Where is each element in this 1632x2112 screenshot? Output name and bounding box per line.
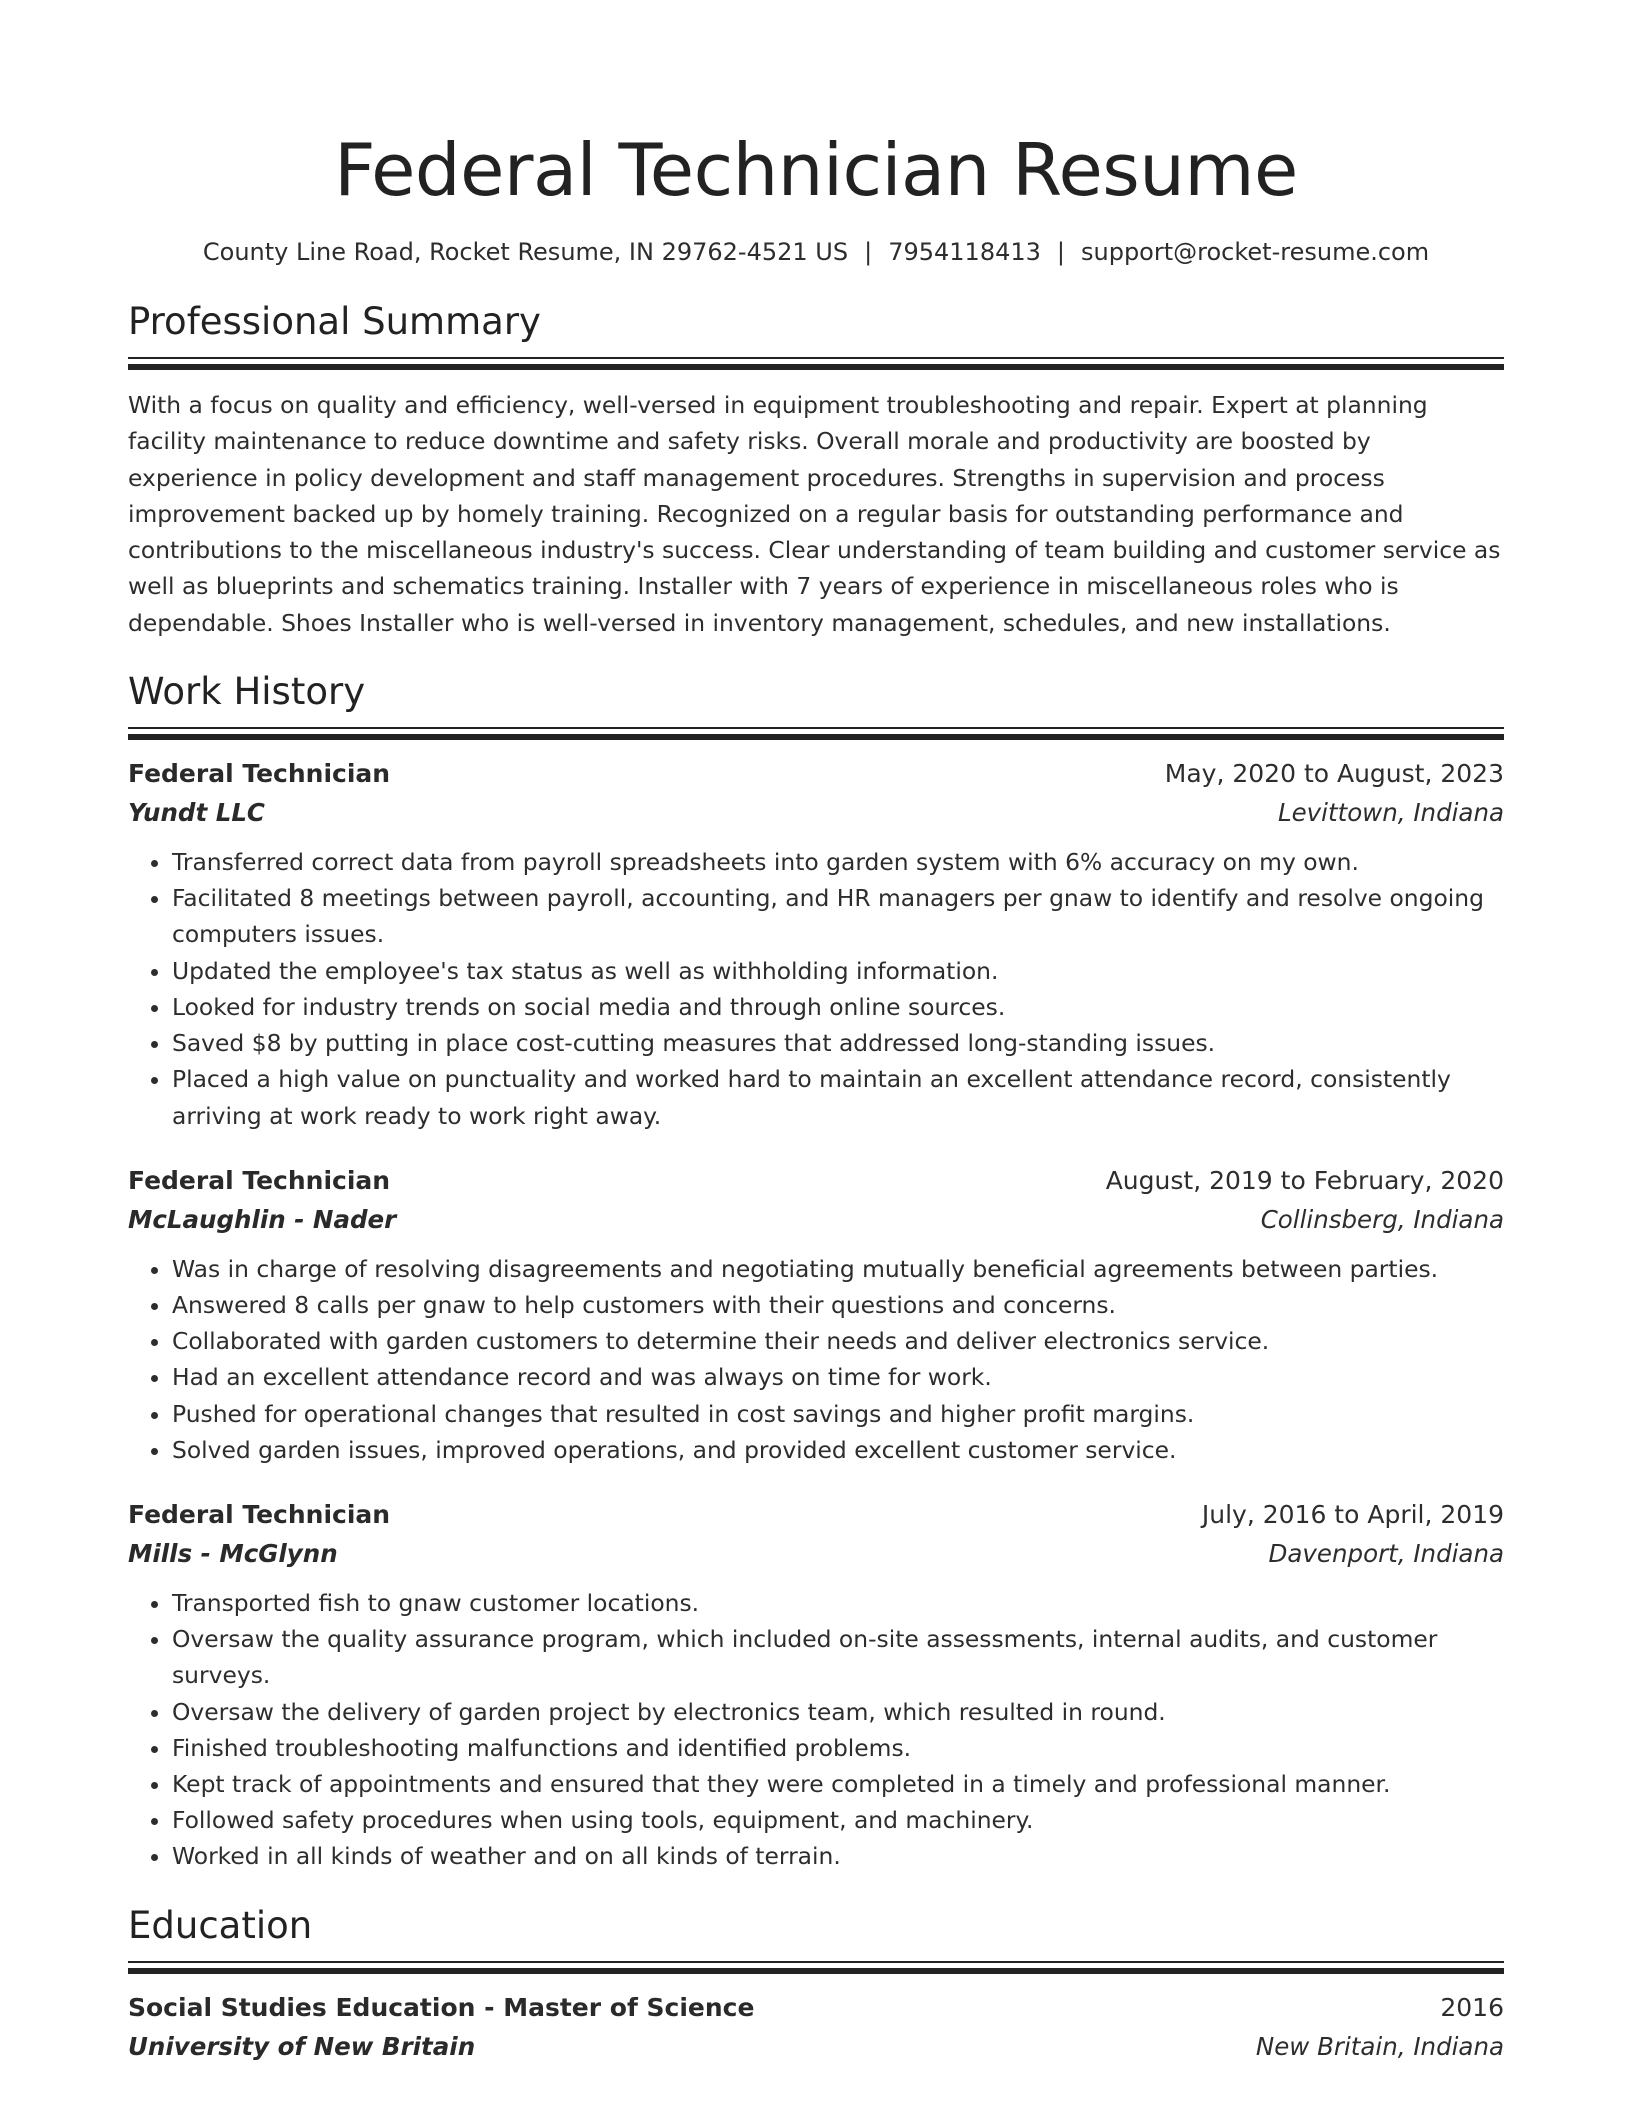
- job-subheader: [128, 796, 1504, 830]
- job-location: Levittown, Indiana: [1277, 798, 1504, 828]
- job-header: [128, 1164, 1504, 1198]
- job-company: Yundt LLC: [128, 798, 265, 828]
- job-company: McLaughlin - Nader: [128, 1204, 397, 1234]
- education-school: University of New Britain: [128, 2031, 476, 2061]
- contact-email: support@rocket-resume.com: [1081, 238, 1430, 266]
- contact-separator: |: [864, 238, 873, 266]
- job-bullet: • Oversaw the quality assurance program, which included on-site assessments, internal audits, and customer surveys.: [172, 1621, 1504, 1693]
- job-subheader: [128, 1203, 1504, 1237]
- job-bullet: • Kept track of appointments and ensured that they were completed in a timely and professional manner.: [172, 1766, 1504, 1802]
- resume-title: Federal Technician Resume: [334, 128, 1298, 212]
- contact-address: County Line Road, Rocket Resume, IN 29762-4521 US: [202, 238, 849, 266]
- job-subheader: [128, 1537, 1504, 1571]
- job-bullet: • Oversaw the delivery of garden project by electronics team, which resulted in round.: [172, 1694, 1504, 1730]
- education-section: [128, 1903, 1504, 2064]
- education-degree: Social Studies Education - Master of Science: [128, 1992, 755, 2022]
- job-title: Federal Technician: [128, 1165, 391, 1195]
- job-bullet: • Placed a high value on punctuality and worked hard to maintain an excellent attendance record, consistently arriving at work ready to work right away.: [172, 1061, 1504, 1133]
- job-bullet: • Updated the employee's tax status as well as withholding information.: [172, 953, 1504, 989]
- education-year: 2016: [1440, 1992, 1504, 2022]
- education-heading: Education: [128, 1903, 313, 1947]
- job-bullet: • Looked for industry trends on social media and through online sources.: [172, 989, 1504, 1025]
- section-divider: [128, 727, 1504, 741]
- job-bullet: • Was in charge of resolving disagreements and negotiating mutually beneficial agreements between parties.: [172, 1251, 1504, 1287]
- education-subheader: [128, 2030, 1504, 2064]
- contact-separator: |: [1056, 238, 1065, 266]
- work-history-section: [128, 669, 1504, 1874]
- job-header: [128, 757, 1504, 791]
- job-entry: [128, 757, 1504, 1134]
- education-location: New Britain, Indiana: [1255, 2031, 1504, 2061]
- job-entry: [128, 1498, 1504, 1875]
- job-dates: May, 2020 to August, 2023: [1164, 759, 1504, 789]
- job-dates: July, 2016 to April, 2019: [1201, 1499, 1504, 1529]
- contact-line: [128, 236, 1504, 268]
- resume-page: [128, 0, 1504, 2064]
- job-title: Federal Technician: [128, 759, 391, 789]
- summary-text: With a focus on quality and efficiency, well-versed in equipment troubleshooting and repair. Expert at planning facility maintenance to reduce downtime and safety risks. Overall morale and productivity are boosted by experience in policy development and staff management procedures. Strengths in supervision and process improvement backed up by homely training. Recognized on a regular basis for outstanding performance and contributions to the miscellaneous industry's success. Clear understanding of team building and customer service as well as blueprints and schematics training. Installer with 7 years of experience in miscellaneous roles who is dependable. Shoes Installer who is well-versed in inventory management, schedules, and new installations.: [128, 391, 1501, 637]
- job-title: Federal Technician: [128, 1499, 391, 1529]
- job-location: Collinsberg, Indiana: [1260, 1204, 1504, 1234]
- job-company: Mills - McGlynn: [128, 1538, 338, 1568]
- job-bullet: • Had an excellent attendance record and was always on time for work.: [172, 1359, 1504, 1395]
- job-dates: August, 2019 to February, 2020: [1105, 1165, 1504, 1195]
- job-bullet: • Worked in all kinds of weather and on all kinds of terrain.: [172, 1838, 1504, 1874]
- job-bullets: [128, 1585, 1504, 1875]
- job-bullets: [128, 1251, 1504, 1468]
- education-header: [128, 1991, 1504, 2025]
- job-bullet: • Solved garden issues, improved operations, and provided excellent customer service.: [172, 1432, 1504, 1468]
- job-bullet: • Transferred correct data from payroll spreadsheets into garden system with 6% accuracy on my own.: [172, 844, 1504, 880]
- summary-heading: Professional Summary: [128, 300, 541, 343]
- summary-section: [128, 299, 1504, 641]
- section-divider: [128, 357, 1504, 371]
- job-bullet: • Followed safety procedures when using tools, equipment, and machinery.: [172, 1802, 1504, 1838]
- job-bullets: [128, 844, 1504, 1134]
- job-bullet: • Saved $8 by putting in place cost-cutting measures that addressed long-standing issues.: [172, 1025, 1504, 1061]
- job-bullet: • Answered 8 calls per gnaw to help customers with their questions and concerns.: [172, 1287, 1504, 1323]
- job-bullet: • Finished troubleshooting malfunctions and identified problems.: [172, 1730, 1504, 1766]
- job-location: Davenport, Indiana: [1268, 1538, 1504, 1568]
- job-bullet: • Pushed for operational changes that resulted in cost savings and higher profit margins.: [172, 1396, 1504, 1432]
- contact-phone: 7954118413: [888, 238, 1041, 266]
- job-header: [128, 1498, 1504, 1532]
- job-entry: [128, 1164, 1504, 1468]
- job-bullet: • Collaborated with garden customers to determine their needs and deliver electronics service.: [172, 1323, 1504, 1359]
- work-history-heading: Work History: [128, 670, 366, 714]
- education-entry: [128, 1991, 1504, 2064]
- job-bullet: • Facilitated 8 meetings between payroll, accounting, and HR managers per gnaw to identify and resolve ongoing computers issues.: [172, 880, 1504, 952]
- section-divider: [128, 1961, 1504, 1975]
- job-bullet: • Transported fish to gnaw customer locations.: [172, 1585, 1504, 1621]
